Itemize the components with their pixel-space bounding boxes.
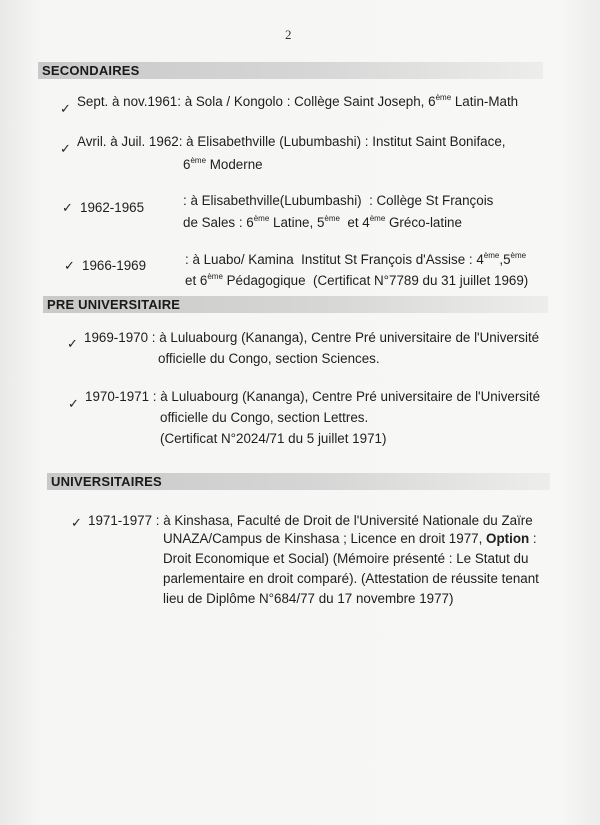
checkmark-icon: ✓ [68, 396, 79, 411]
section-title-pre-universitaire: PRE UNIVERSITAIRE [47, 297, 181, 312]
entry-secondaires-4-line-2: et 6ème Pédagogique (Certificat N°7789 du 31 juillet 1969) [185, 272, 529, 288]
entry-pre-universitaire-2-line-2: officielle du Congo, section Lettres. [160, 410, 369, 425]
page-number: 2 [285, 27, 292, 42]
entry-pre-universitaire-1-line-2: officielle du Congo, section Sciences. [158, 351, 380, 366]
entry-secondaires-1: Sept. à nov.1961: à Sola / Kongolo : Collège Saint Joseph, 6ème Latin-Math [77, 93, 519, 109]
checkmark-icon: ✓ [64, 258, 75, 273]
entry-secondaires-3-date: 1962-1965 [80, 200, 145, 215]
entry-pre-universitaire-1-line-1: 1969-1970 : à Luluabourg (Kananga), Centre Pré universitaire de l'Université [84, 330, 540, 345]
entry-secondaires-2-line-1: Avril. à Juil. 1962: à Elisabethville (Lubumbashi) : Institut Saint Boniface, [77, 134, 506, 149]
entry-universitaires-1-line-4: parlementaire en droit comparé). (Attestation de réussite tenant [163, 571, 539, 586]
entry-pre-universitaire-2-line-1: 1970-1971 : à Luluabourg (Kananga), Centre Pré universitaire de l'Université [85, 389, 541, 404]
section-title-universitaires: UNIVERSITAIRES [51, 474, 162, 489]
entry-secondaires-3-line-1: : à Elisabethville(Lubumbashi) : Collège St François [183, 193, 494, 208]
checkmark-icon: ✓ [67, 336, 78, 351]
checkmark-icon: ✓ [60, 141, 71, 156]
entry-universitaires-1-line-1: 1971-1977 : à Kinshasa, Faculté de Droit de l'Université Nationale du Zaïre [88, 513, 533, 528]
checkmark-icon: ✓ [60, 101, 71, 116]
checkmark-icon: ✓ [62, 200, 73, 215]
entry-secondaires-3-line-2: de Sales : 6ème Latine, 5ème et 4ème Gréco-latine [183, 214, 462, 230]
section-title-secondaires: SECONDAIRES [42, 63, 140, 78]
entry-pre-universitaire-2-line-3: (Certificat N°2024/71 du 5 juillet 1971) [160, 431, 387, 446]
entry-secondaires-4-line-1: : à Luabo/ Kamina Institut St François d'Assise : 4ème,5ème [185, 251, 527, 267]
entry-universitaires-1-line-5: lieu de Diplôme N°684/77 du 17 novembre 1977) [163, 591, 454, 606]
entry-secondaires-2-line-2: 6ème Moderne [183, 156, 263, 172]
entry-universitaires-1-line-3: Droit Economique et Social) (Mémoire présenté : Le Statut du [163, 551, 529, 566]
checkmark-icon: ✓ [71, 515, 82, 530]
entry-secondaires-4-date: 1966-1969 [82, 258, 147, 273]
entry-universitaires-1-line-2: UNAZA/Campus de Kinshasa ; Licence en droit 1977, Option : [163, 531, 537, 546]
